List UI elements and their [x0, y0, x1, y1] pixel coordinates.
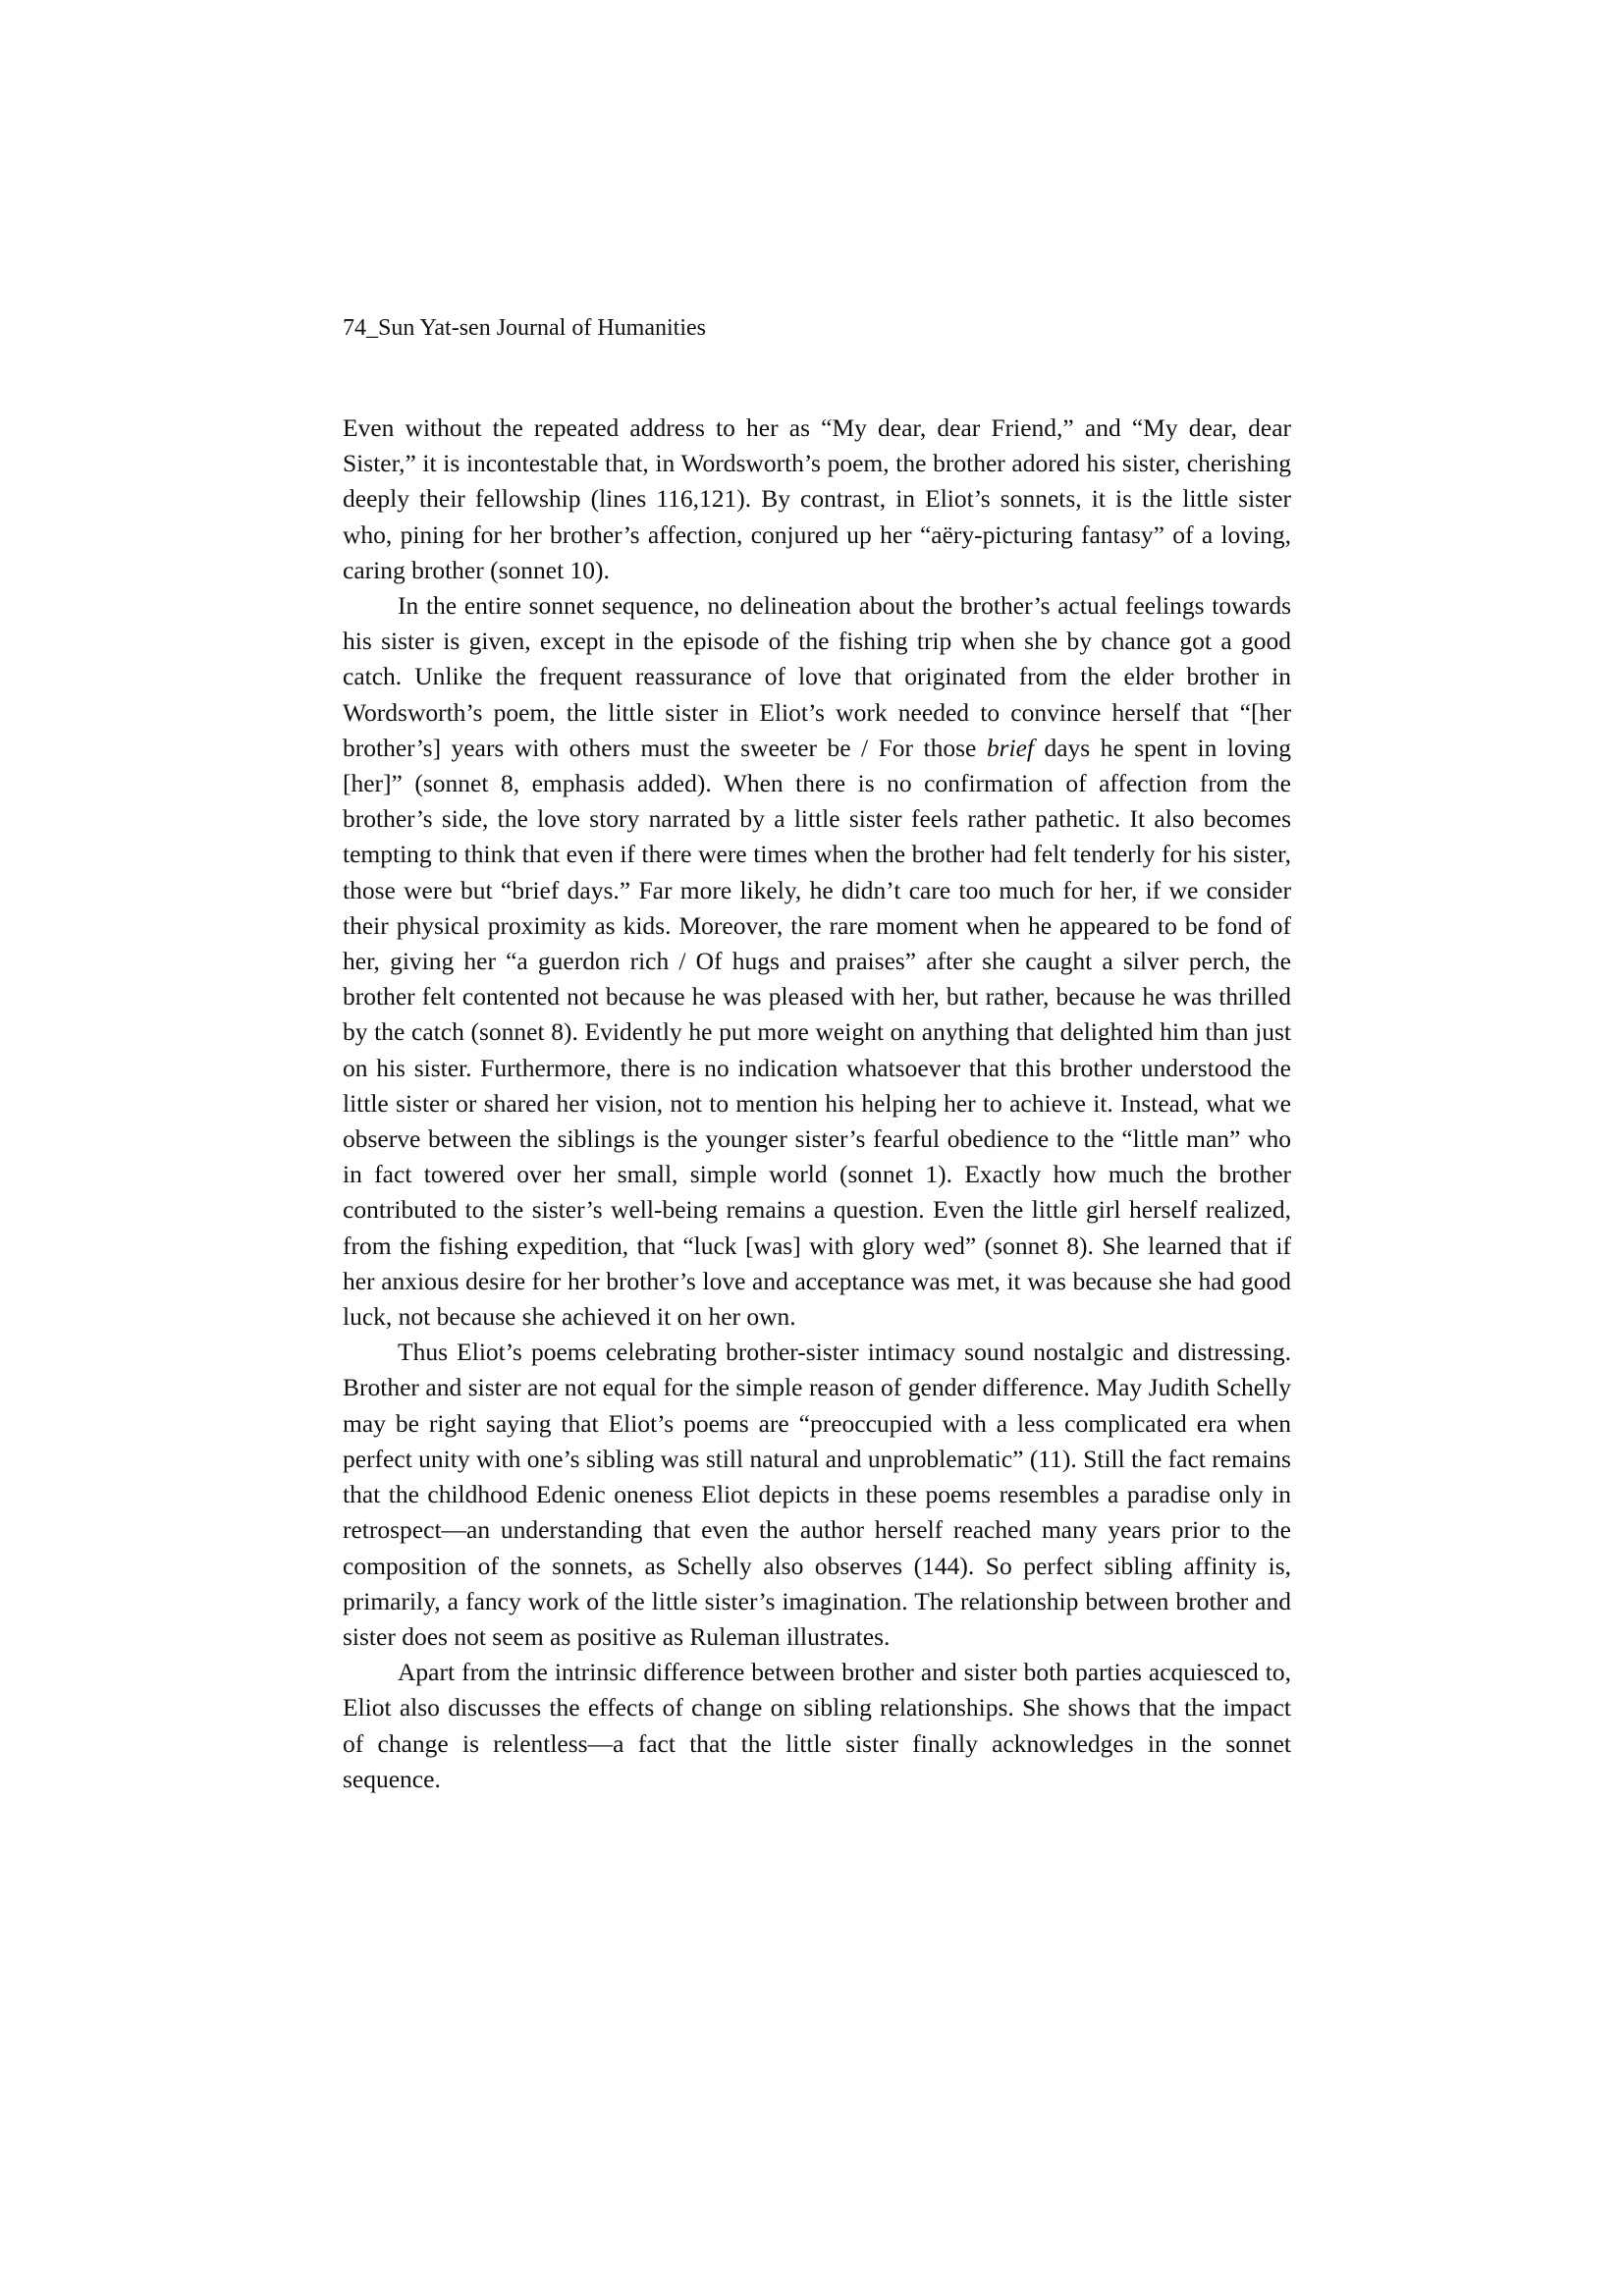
- paragraph-1: Even without the repeated address to her as “My dear, dear Friend,” and “My dear, dear Sister,” it is incontestable that, in Wordsworth’s poem, the brother adored his sister, cherishing deeply their fellowship (lines 116,121). By contrast, in Eliot’s sonnets, it is the little sister who, pining for her brother’s affection, conjured up her “aëry-picturing fantasy” of a loving, caring brother (sonnet 10).: [343, 413, 1291, 584]
- paragraph-2-part-2: days he spent in loving [her]” (sonnet 8, emphasis added). When there is no confirmation of affection from the brother’s side, the love story narrated by a little sister feels rather pathetic. It also becomes tempting to think that even if there were times when the brother had felt tenderly for his sister, those were but “brief days.” Far more likely, he didn’t care too much for her, if we consider their physical proximity as kids. Moreover, the rare moment when he appeared to be fond of her, giving her “a guerdon rich / Of hugs and praises” after she caught a silver perch, the brother felt contented not because he was pleased with her, but rather, because he was thrilled by the catch (sonnet 8). Evidently he put more weight on anything that delighted him than just on his sister. Furthermore, there is no indication whatsoever that this brother understood the little sister or shared her vision, not to mention his helping her to achieve it. Instead, what we observe between the siblings is the younger sister’s fearful obedience to the “little man” who in fact towered over her small, simple world (sonnet 1). Exactly how much the brother contributed to the sister’s well-being remains a question. Even the little girl herself realized, from the fishing expedition, that “luck [was] with glory wed” (sonnet 8). She learned that if her anxious desire for her brother’s love and acceptance was met, it was because she had good luck, not because she achieved it on her own.: [343, 733, 1292, 1332]
- paragraph-3: Thus Eliot’s poems celebrating brother-sister intimacy sound nostalgic and distressing. Brother and sister are not equal for the simple reason of gender difference. May Judith Schelly may be right saying that Eliot’s poems are “preoccupied with a less complicated era when perfect unity with one’s sibling was still natural and unproblematic” (11). Still the fact remains that the childhood Edenic oneness Eliot depicts in these poems resembles a paradise only in retrospect—an understanding that even the author herself reached many years prior to the composition of the sonnets, as Schelly also observes (144). So perfect sibling affinity is, primarily, a fancy work of the little sister’s imagination. The relationship between brother and sister does not seem as positive as Ruleman illustrates.: [343, 1338, 1291, 1651]
- paragraph-2-part-1: In the entire sonnet sequence, no delineation about the brother’s actual feelings towards his sister is given, except in the episode of the fishing trip when she by chance got a good catch. Unlike the frequent reassurance of love that originated from the elder brother in Wordsworth’s poem, the little sister in Eliot’s work needed to convince herself that “[her brother’s] years with others must the sweeter be / For those: [343, 591, 1291, 762]
- paragraph-4: Apart from the intrinsic difference between brother and sister both parties acquiesced to, Eliot also discusses the effects of change on sibling relationships. She shows that the impact of change is relentless—a fact that the little sister finally acknowledges in the sonnet sequence.: [343, 1658, 1291, 1793]
- article-body: [343, 410, 1291, 1797]
- paragraph-2: [343, 588, 1291, 1335]
- running-header: 74_Sun Yat-sen Journal of Humanities: [343, 315, 706, 341]
- emphasis-brief: brief: [986, 733, 1034, 762]
